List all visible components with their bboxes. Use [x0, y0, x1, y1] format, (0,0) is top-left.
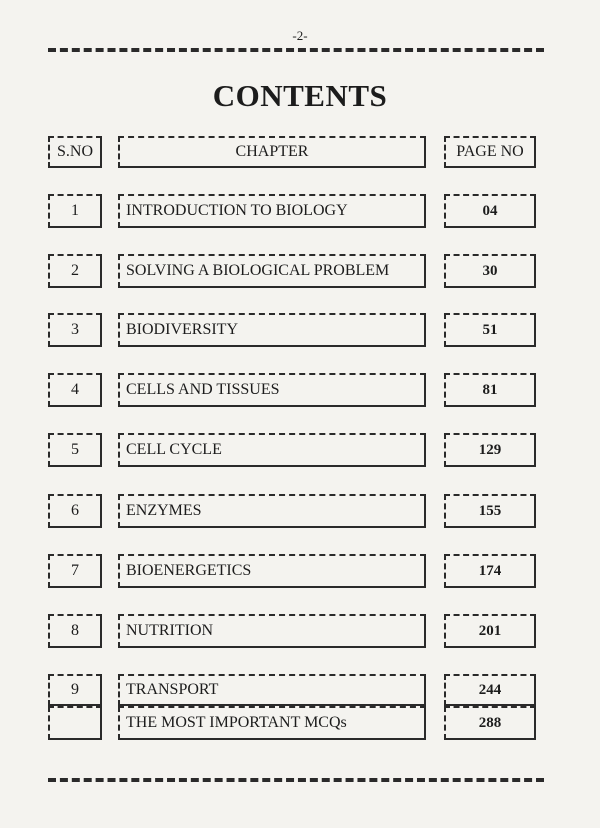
page-number: -2- — [292, 28, 308, 43]
row-chapter: BIODIVERSITY — [118, 313, 426, 347]
row-sno: 2 — [48, 254, 102, 288]
row-chapter: INTRODUCTION TO BIOLOGY — [118, 194, 426, 228]
header-chapter: CHAPTER — [118, 136, 426, 168]
row-page-no: 244 — [444, 674, 536, 706]
row-sno: 3 — [48, 313, 102, 347]
row-page-no: 30 — [444, 254, 536, 288]
row-chapter: CELL CYCLE — [118, 433, 426, 467]
row-sno: 6 — [48, 494, 102, 528]
row-page-no: 81 — [444, 373, 536, 407]
bottom-divider — [48, 778, 544, 782]
row-page-no: 201 — [444, 614, 536, 648]
row-chapter: NUTRITION — [118, 614, 426, 648]
row-chapter: BIOENERGETICS — [118, 554, 426, 588]
row-chapter: THE MOST IMPORTANT MCQs — [118, 706, 426, 740]
row-page-no: 04 — [444, 194, 536, 228]
header-sno: S.NO — [48, 136, 102, 168]
row-page-no: 155 — [444, 494, 536, 528]
top-divider — [48, 48, 544, 52]
row-chapter: CELLS AND TISSUES — [118, 373, 426, 407]
row-sno: 5 — [48, 433, 102, 467]
header-page-no: PAGE NO — [444, 136, 536, 168]
row-page-no: 51 — [444, 313, 536, 347]
row-page-no: 174 — [444, 554, 536, 588]
row-sno: 1 — [48, 194, 102, 228]
row-page-no: 288 — [444, 706, 536, 740]
page-title: CONTENTS — [212, 78, 388, 113]
row-chapter: ENZYMES — [118, 494, 426, 528]
row-chapter: SOLVING A BIOLOGICAL PROBLEM — [118, 254, 426, 288]
row-chapter: TRANSPORT — [118, 674, 426, 706]
row-sno — [48, 706, 102, 740]
row-sno: 4 — [48, 373, 102, 407]
row-sno: 9 — [48, 674, 102, 706]
row-sno: 7 — [48, 554, 102, 588]
row-sno: 8 — [48, 614, 102, 648]
row-page-no: 129 — [444, 433, 536, 467]
